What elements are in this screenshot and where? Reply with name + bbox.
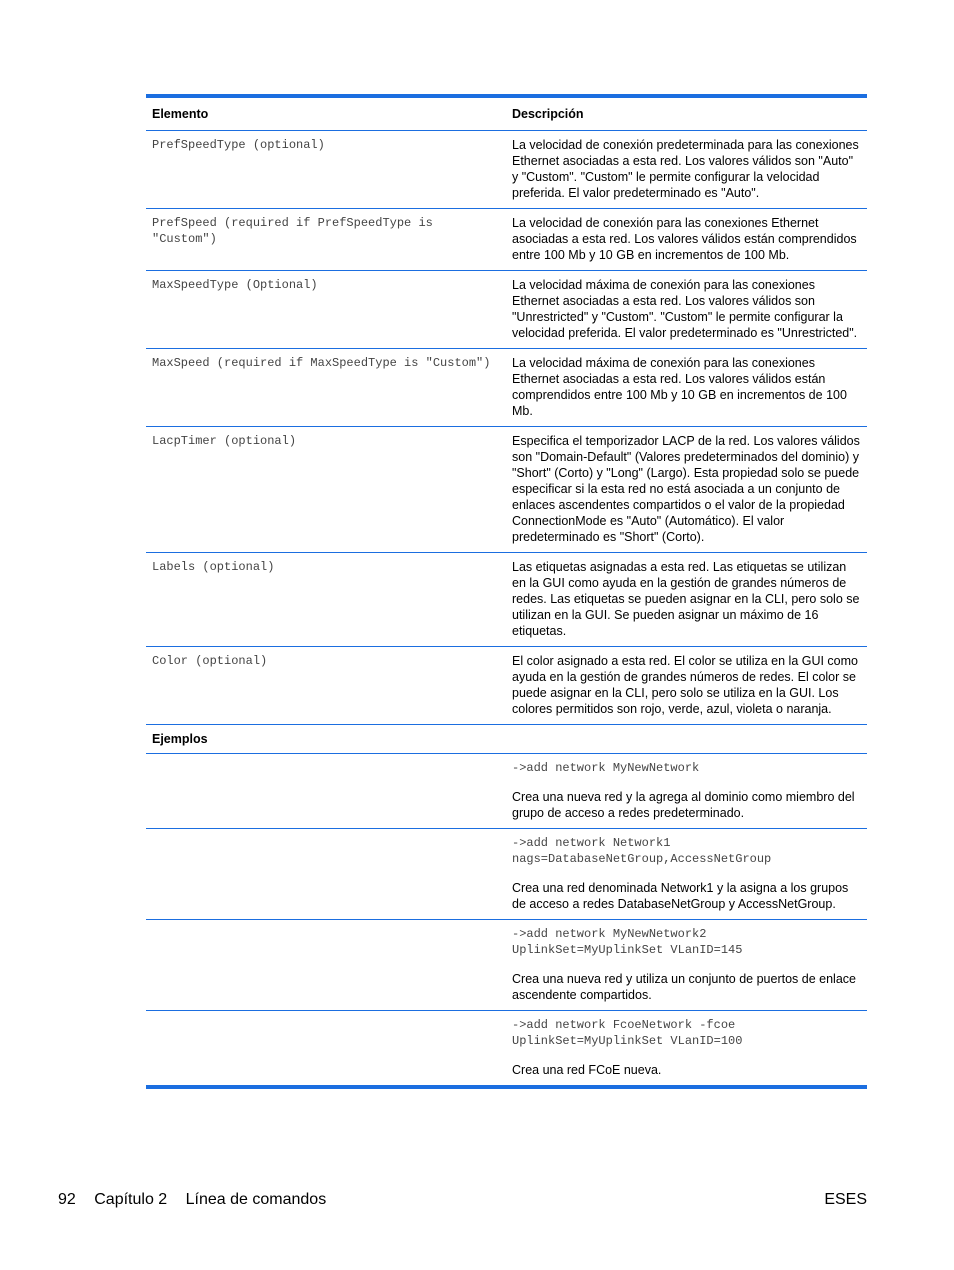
example-description: Crea una nueva red y utiliza un conjunto de puertos de enlace ascendente compartidos. <box>512 972 856 1002</box>
header-elemento: Elemento <box>152 107 209 121</box>
example-command: ->add network FcoeNetwork -fcoe UplinkSet=MyUplinkSet VLanID=100 <box>512 1018 743 1048</box>
element-cell: MaxSpeedType (Optional) <box>152 278 318 292</box>
examples-heading-empty <box>506 725 867 754</box>
parameter-table <box>146 94 867 1089</box>
element-cell: Color (optional) <box>152 654 268 668</box>
description-cell: La velocidad máxima de conexión para las conexiones Ethernet asociadas a esta red. Los valores válidos están comprendidos entre 100 Mb y 10 GB en incrementos de 100 Mb. <box>512 356 847 418</box>
example-empty-cell <box>146 920 506 1011</box>
example-cell <box>506 1011 867 1086</box>
chapter-title: Línea de comandos <box>185 1191 327 1208</box>
example-cell <box>506 754 867 829</box>
example-row <box>146 754 867 829</box>
example-cell <box>506 920 867 1011</box>
example-empty-cell <box>146 754 506 829</box>
description-cell: La velocidad máxima de conexión para las conexiones Ethernet asociadas a esta red. Los valores válidos son "Unrestricted" y "Custom". "Custom" le permite configurar la velocidad preferida. El valor predeterminado es "Unrestricted". <box>512 278 858 340</box>
chapter-label: Capítulo 2 <box>94 1191 168 1208</box>
example-command: ->add network MyNewNetwork2 UplinkSet=MyUplinkSet VLanID=145 <box>512 927 743 957</box>
table-bottom-rule <box>146 1085 867 1089</box>
table-row <box>146 553 867 647</box>
element-cell: Labels (optional) <box>152 560 275 574</box>
example-row <box>146 1011 867 1086</box>
examples-section-row <box>146 725 867 754</box>
example-row <box>146 920 867 1011</box>
table-row <box>146 209 867 271</box>
description-cell: El color asignado a esta red. El color se utiliza en la GUI como ayuda en la gestión de grandes números de redes. El color se puede asignar en la CLI, pero solo se utiliza en la GUI. Los colores permitidos son rojo, verde, azul, violeta o naranja. <box>512 654 859 716</box>
table-row <box>146 271 867 349</box>
element-cell: LacpTimer (optional) <box>152 434 297 448</box>
table-row <box>146 349 867 427</box>
table-row <box>146 131 867 209</box>
table <box>146 98 867 1085</box>
example-cell <box>506 829 867 920</box>
element-cell: PrefSpeedType (optional) <box>152 138 325 152</box>
example-description: Crea una red denominada Network1 y la asigna a los grupos de acceso a redes DatabaseNetGroup y AccessNetGroup. <box>512 881 849 911</box>
element-cell: MaxSpeed (required if MaxSpeedType is "Custom") <box>152 356 491 370</box>
example-description: Crea una red FCoE nueva. <box>512 1063 662 1077</box>
description-cell: La velocidad de conexión para las conexiones Ethernet asociadas a esta red. Los valores válidos están comprendidos entre 100 Mb y 10 GB en incrementos de 100 Mb. <box>512 216 857 262</box>
example-command: ->add network Network1 nags=DatabaseNetGroup,AccessNetGroup <box>512 836 772 866</box>
table-row <box>146 647 867 725</box>
example-command: ->add network MyNewNetwork <box>512 761 700 775</box>
table-header-row <box>146 98 867 131</box>
example-row <box>146 829 867 920</box>
description-cell: La velocidad de conexión predeterminada para las conexiones Ethernet asociadas a esta red. Los valores válidos son "Auto" y "Custom". "Custom" le permite configurar la velocidad preferida. El valor predeterminado es "Auto". <box>512 138 859 200</box>
page-footer <box>58 1191 340 1209</box>
description-cell: Las etiquetas asignadas a esta red. Las etiquetas se utilizan en la GUI como ayuda en la gestión de grandes números de redes. Las etiquetas se pueden asignar en la CLI, pero solo se utilizan en la GUI. Se pueden asignar un máximo de 16 etiquetas. <box>512 560 860 638</box>
table-row <box>146 427 867 553</box>
element-cell: PrefSpeed (required if PrefSpeedType is "Custom") <box>152 216 433 246</box>
page-number: 92 <box>58 1191 76 1208</box>
examples-heading: Ejemplos <box>152 732 208 746</box>
example-empty-cell <box>146 1011 506 1086</box>
footer-locale: ESES <box>824 1191 867 1208</box>
header-descripcion: Descripción <box>512 107 584 121</box>
example-description: Crea una nueva red y la agrega al dominio como miembro del grupo de acceso a redes predeterminado. <box>512 790 855 820</box>
description-cell: Especifica el temporizador LACP de la red. Los valores válidos son "Domain-Default" (Valores predeterminados del dominio) y "Short" (Corto) y "Long" (Largo). Esta propiedad solo se puede especificar si la esta red no está asociada a un conjunto de enlaces ascendentes compartidos o el valor de la propiedad ConnectionMode es "Auto" (Automático). El valor predeterminado es "Short" (Corto). <box>512 434 860 544</box>
example-empty-cell <box>146 829 506 920</box>
